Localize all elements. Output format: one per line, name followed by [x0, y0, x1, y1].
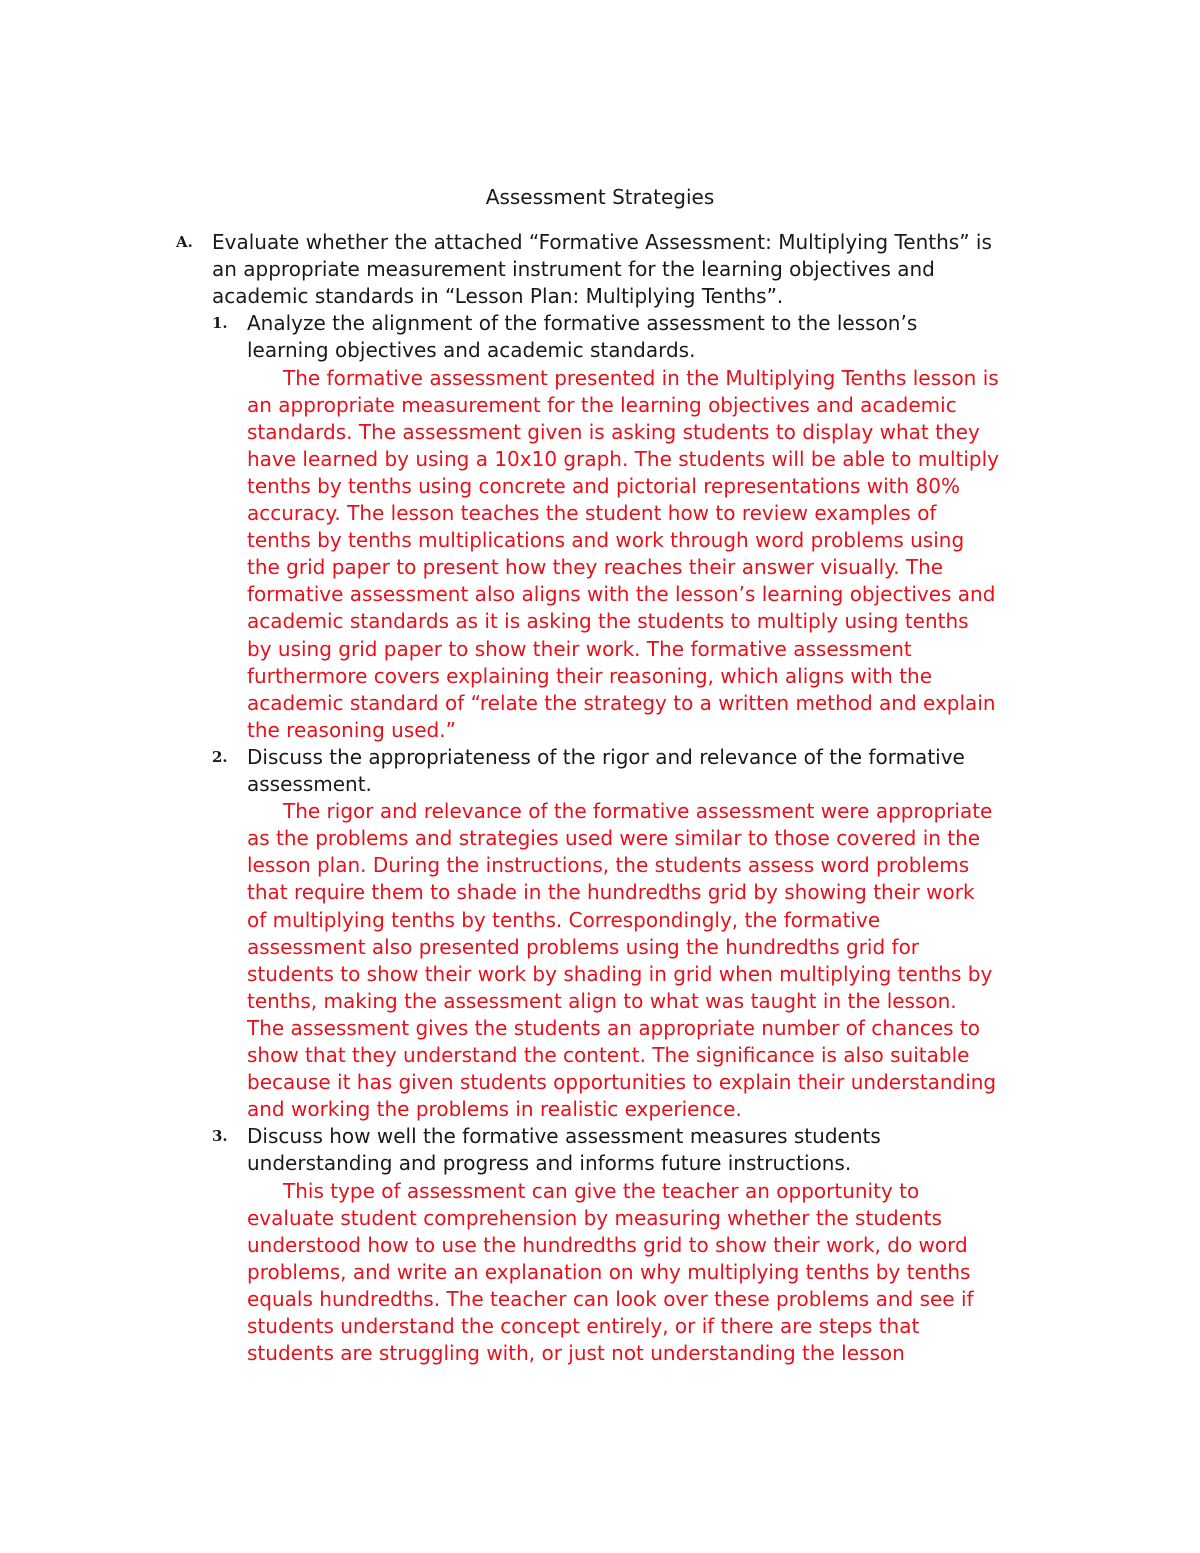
answer-line: by using grid paper to show their work. The formative assessment — [247, 636, 912, 661]
answer-line: tenths by tenths multiplications and work through word problems using — [247, 528, 965, 553]
question-prompt-line: Discuss the appropriateness of the rigor and relevance of the formative — [247, 744, 965, 769]
answer-line: tenths, making the assessment align to what was taught in the lesson. — [247, 988, 957, 1013]
answer-line: furthermore covers explaining their reasoning, which aligns with the — [247, 663, 933, 688]
answer-line: understood how to use the hundredths grid to show their work, do word — [247, 1232, 968, 1257]
section-a-line: an appropriate measurement instrument for the learning objectives and — [212, 257, 935, 282]
answer-line: problems, and write an explanation on why multiplying tenths by tenths — [247, 1259, 971, 1284]
answer-line: show that they understand the content. The significance is also suitable — [247, 1043, 970, 1067]
answer-line: The assessment gives the students an appropriate number of chances to — [247, 1015, 981, 1040]
question-marker: 1. — [212, 314, 228, 333]
question-prompt-line: assessment. — [247, 772, 372, 796]
answer-line: students to show their work by shading in grid when multiplying tenths by — [247, 961, 993, 986]
answer-line: assessment also presented problems using the hundredths grid for — [247, 934, 920, 959]
answer-line: accuracy. The lesson teaches the student how to review examples of — [247, 501, 937, 525]
section-a-marker: A. — [176, 233, 193, 251]
answer-line: as the problems and strategies used were similar to those covered in the — [247, 826, 981, 851]
section-a-line: academic standards in “Lesson Plan: Multiplying Tenths”. — [212, 284, 784, 309]
answer-line: academic standards as it is asking the students to multiply using tenths — [247, 609, 969, 634]
question-prompt-line: understanding and progress and informs future instructions. — [247, 1151, 852, 1176]
answer-line: The formative assessment presented in the Multiplying Tenths lesson is — [283, 365, 999, 390]
answer-line: formative assessment also aligns with the lesson’s learning objectives and — [247, 582, 996, 607]
answer-line: The rigor and relevance of the formative assessment were appropriate — [283, 799, 993, 824]
answer-line: because it has given students opportunities to explain their understanding — [247, 1070, 997, 1095]
answer-line: equals hundredths. The teacher can look over these problems and see if — [247, 1286, 974, 1311]
question-marker: 3. — [212, 1127, 228, 1146]
answer-line: and working the problems in realistic experience. — [247, 1097, 742, 1122]
question-prompt-line: Analyze the alignment of the formative assessment to the lesson’s — [247, 311, 918, 336]
answer-line: an appropriate measurement for the learning objectives and academic — [247, 392, 957, 417]
answer-line: evaluate student comprehension by measuring whether the students — [247, 1205, 942, 1230]
answer-line: of multiplying tenths by tenths. Correspondingly, the formative — [247, 907, 881, 932]
section-a-line: Evaluate whether the attached “Formative Assessment: Multiplying Tenths” is — [212, 230, 992, 254]
answer-line: have learned by using a 10x10 graph. The students will be able to multiply — [247, 446, 1000, 471]
question-prompt-line: learning objectives and academic standards. — [247, 338, 696, 363]
answer-line: that require them to shade in the hundredths grid by showing their work — [247, 880, 975, 905]
answer-line: lesson plan. During the instructions, the students assess word problems — [247, 853, 970, 878]
answer-line: the grid paper to present how they reaches their answer visually. The — [247, 555, 944, 580]
question-marker: 2. — [212, 747, 228, 766]
page-title: Assessment Strategies — [485, 185, 715, 209]
answer-line: academic standard of “relate the strategy to a written method and explain — [247, 690, 996, 715]
answer-line: standards. The assessment given is asking students to display what they — [247, 419, 980, 444]
answer-line: students are struggling with, or just not understanding the lesson — [247, 1341, 905, 1366]
answer-line: the reasoning used.” — [247, 717, 456, 742]
answer-line: students understand the concept entirely, or if there are steps that — [247, 1314, 920, 1338]
answer-line: This type of assessment can give the teacher an opportunity to — [283, 1178, 920, 1203]
question-prompt-line: Discuss how well the formative assessment measures students — [247, 1124, 881, 1149]
answer-line: tenths by tenths using concrete and pictorial representations with 80% — [247, 473, 960, 498]
